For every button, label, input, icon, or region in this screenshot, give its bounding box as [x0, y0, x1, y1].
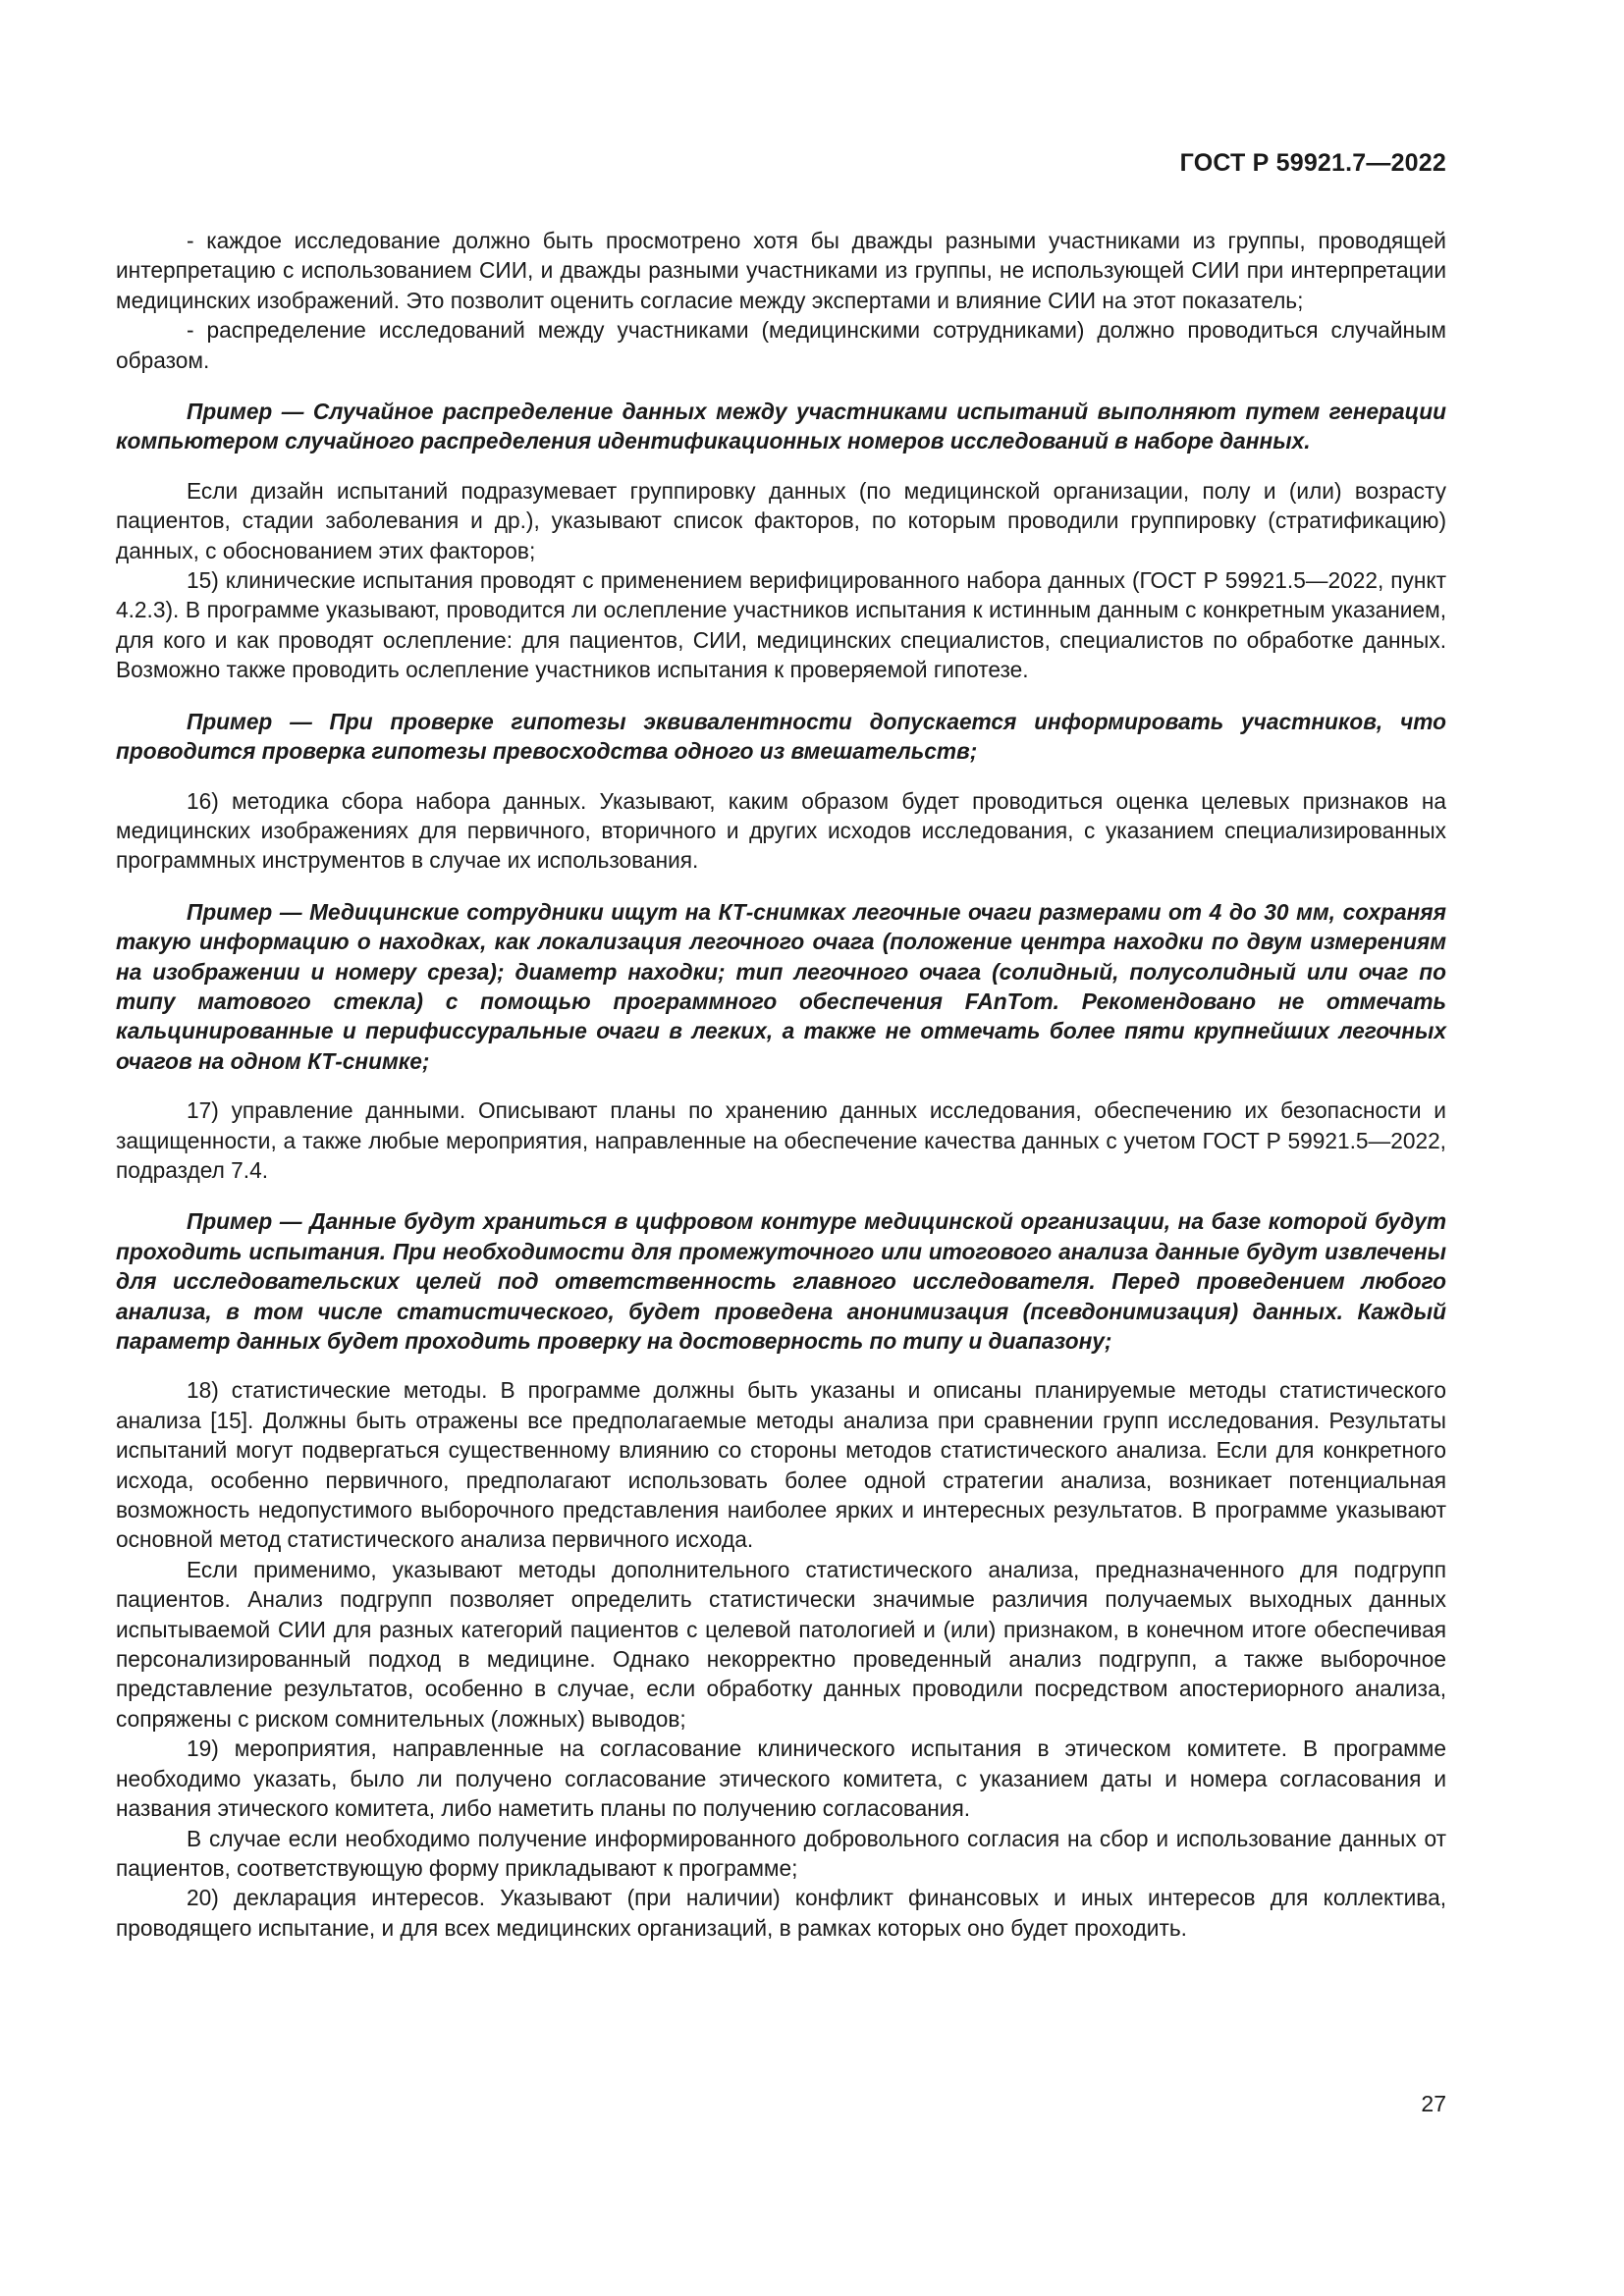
paragraph-item-17-data-management: 17) управление данными. Описывают планы по хранению данных исследования, обеспечению их безопасности и защищенности, а также любые мероприятия, направленные на обеспечение качества данных с учетом ГОСТ Р 59921.5—2022, подраздел 7.4. [116, 1097, 1446, 1183]
paragraph-bullet-random-distribution: - распределение исследований между участниками (медицинскими сотрудниками) должно проводиться случайным образом. [116, 317, 1446, 373]
paragraph-item-15-verified-dataset: 15) клинические испытания проводят с применением верифицированного набора данных (ГОСТ Р 59921.5—2022, пункт 4.2.3). В программе указывают, проводится ли ослепление участников испытания к истинным данным с конкретным указанием, для кого и как проводят ослепление: для пациентов, СИИ, медицинских специалистов, специалистов по обработке данных. Возможно также проводить ослепление участников испытания к проверяемой гипотезе. [116, 567, 1446, 683]
document-body [116, 226, 1446, 1943]
paragraph-item-18-statistical-methods: 18) статистические методы. В программе должны быть указаны и описаны планируемые методы статистического анализа [15]. Должны быть отражены все предполагаемые методы анализа при сравнении групп исследования. Результаты испытаний могут подвергаться существенному влиянию со стороны методов статистического анализа. Если для конкретного исхода, особенно первичного, предполагают использовать более одной стратегии анализа, возникает потенциальная возможность недопустимого выборочного представления наиболее ярких и интересных результатов. В программе указывают основной метод статистического анализа первичного исхода. [116, 1377, 1446, 1553]
example-ct-lung-nodules: Пример — Медицинские сотрудники ищут на КТ-снимках легочные очаги размерами от 4 до 30 мм, сохраняя такую информацию о находках, как локализация легочного очага (положение центра находки по двум измерениям на изображении и номеру среза); диаметр находки; тип легочного очага (солидный, полусолидный или очаг по типу матового стекла) с помощью программного обеспечения FAnTom. Рекомендовано не отмечать кальцинированные и перифиссуральные очаги в легких, а также не отмечать более пяти крупнейших легочных очагов на одном КТ-снимке; [116, 898, 1446, 1074]
paragraph-bullet-review-twice: - каждое исследование должно быть просмотрено хотя бы дважды разными участниками из группы, проводящей интерпретацию с использованием СИИ, и дважды разными участниками из группы, не использующей СИИ при интерпретации медицинских изображений. Это позволит оценить согласие между экспертами и влияние СИИ на этот показатель; [116, 228, 1446, 313]
page-number: 27 [1421, 2091, 1446, 2116]
paragraph-item-16-data-collection: 16) методика сбора набора данных. Указывают, каким образом будет проводиться оценка целевых признаков на медицинских изображениях для первичного, вторичного и других исходов исследования, с указанием специализированных программных инструментов в случае их использования. [116, 787, 1446, 874]
paragraph-subgroup-analysis: Если применимо, указывают методы дополнительного статистического анализа, предназначенного для подгрупп пациентов. Анализ подгрупп позволяет определить статистически значимые различия получаемых выходных данных испытываемой СИИ для разных категорий пациентов с целевой патологией и (или) признаком, в конечном итоге обеспечивая персонализированный подход в медицине. Однако некорректно проведенный анализ подгрупп, а также выборочное представление результатов, особенно в случае, если обработку данных проводили посредством апостериорного анализа, сопряжены с риском сомнительных (ложных) выводов; [116, 1556, 1446, 1732]
paragraph-grouping-factors: Если дизайн испытаний подразумевает группировку данных (по медицинской организации, полу и (или) возрасту пациентов, стадии заболевания и др.), указывают список факторов, по которым проводили группировку (стратификацию) данных, с обоснованием этих факторов; [116, 477, 1446, 563]
document-number-header: ГОСТ Р 59921.7—2022 [1179, 149, 1446, 177]
example-random-distribution: Пример — Случайное распределение данных между участниками испытаний выполняют путем генерации компьютером случайного распределения идентификационных номеров исследований в наборе данных. [116, 399, 1446, 454]
paragraph-item-19-ethics-committee: 19) мероприятия, направленные на согласование клинического испытания в этическом комитете. В программе необходимо указать, было ли получено согласование этического комитета, с указанием даты и номера согласования и названия этического комитета, либо наметить планы по получению согласования. [116, 1735, 1446, 1822]
example-equivalence-hypothesis: Пример — При проверке гипотезы эквивалентности допускается информировать участников, что проводится проверка гипотезы превосходства одного из вмешательств; [116, 708, 1446, 765]
example-data-storage: Пример — Данные будут храниться в цифровом контуре медицинской организации, на базе которой будут проходить испытания. При необходимости для промежуточного или итогового анализа данные будут извлечены для исследовательских целей под ответственность главного исследователя. Перед проведением любого анализа, в том числе статистического, будет проведена анонимизация (псевдонимизация) данных. Каждый параметр данных будет проходить проверку на достоверность по типу и диапазону; [116, 1208, 1446, 1354]
paragraph-informed-consent: В случае если необходимо получение информированного добровольного согласия на сбор и использование данных от пациентов, соответствующую форму прикладывают к программе; [116, 1825, 1446, 1881]
paragraph-item-20-declaration-of-interests: 20) декларация интересов. Указывают (при наличии) конфликт финансовых и иных интересов для коллектива, проводящего испытание, и для всех медицинских организаций, в рамках которых оно будет проходить. [116, 1885, 1446, 1941]
